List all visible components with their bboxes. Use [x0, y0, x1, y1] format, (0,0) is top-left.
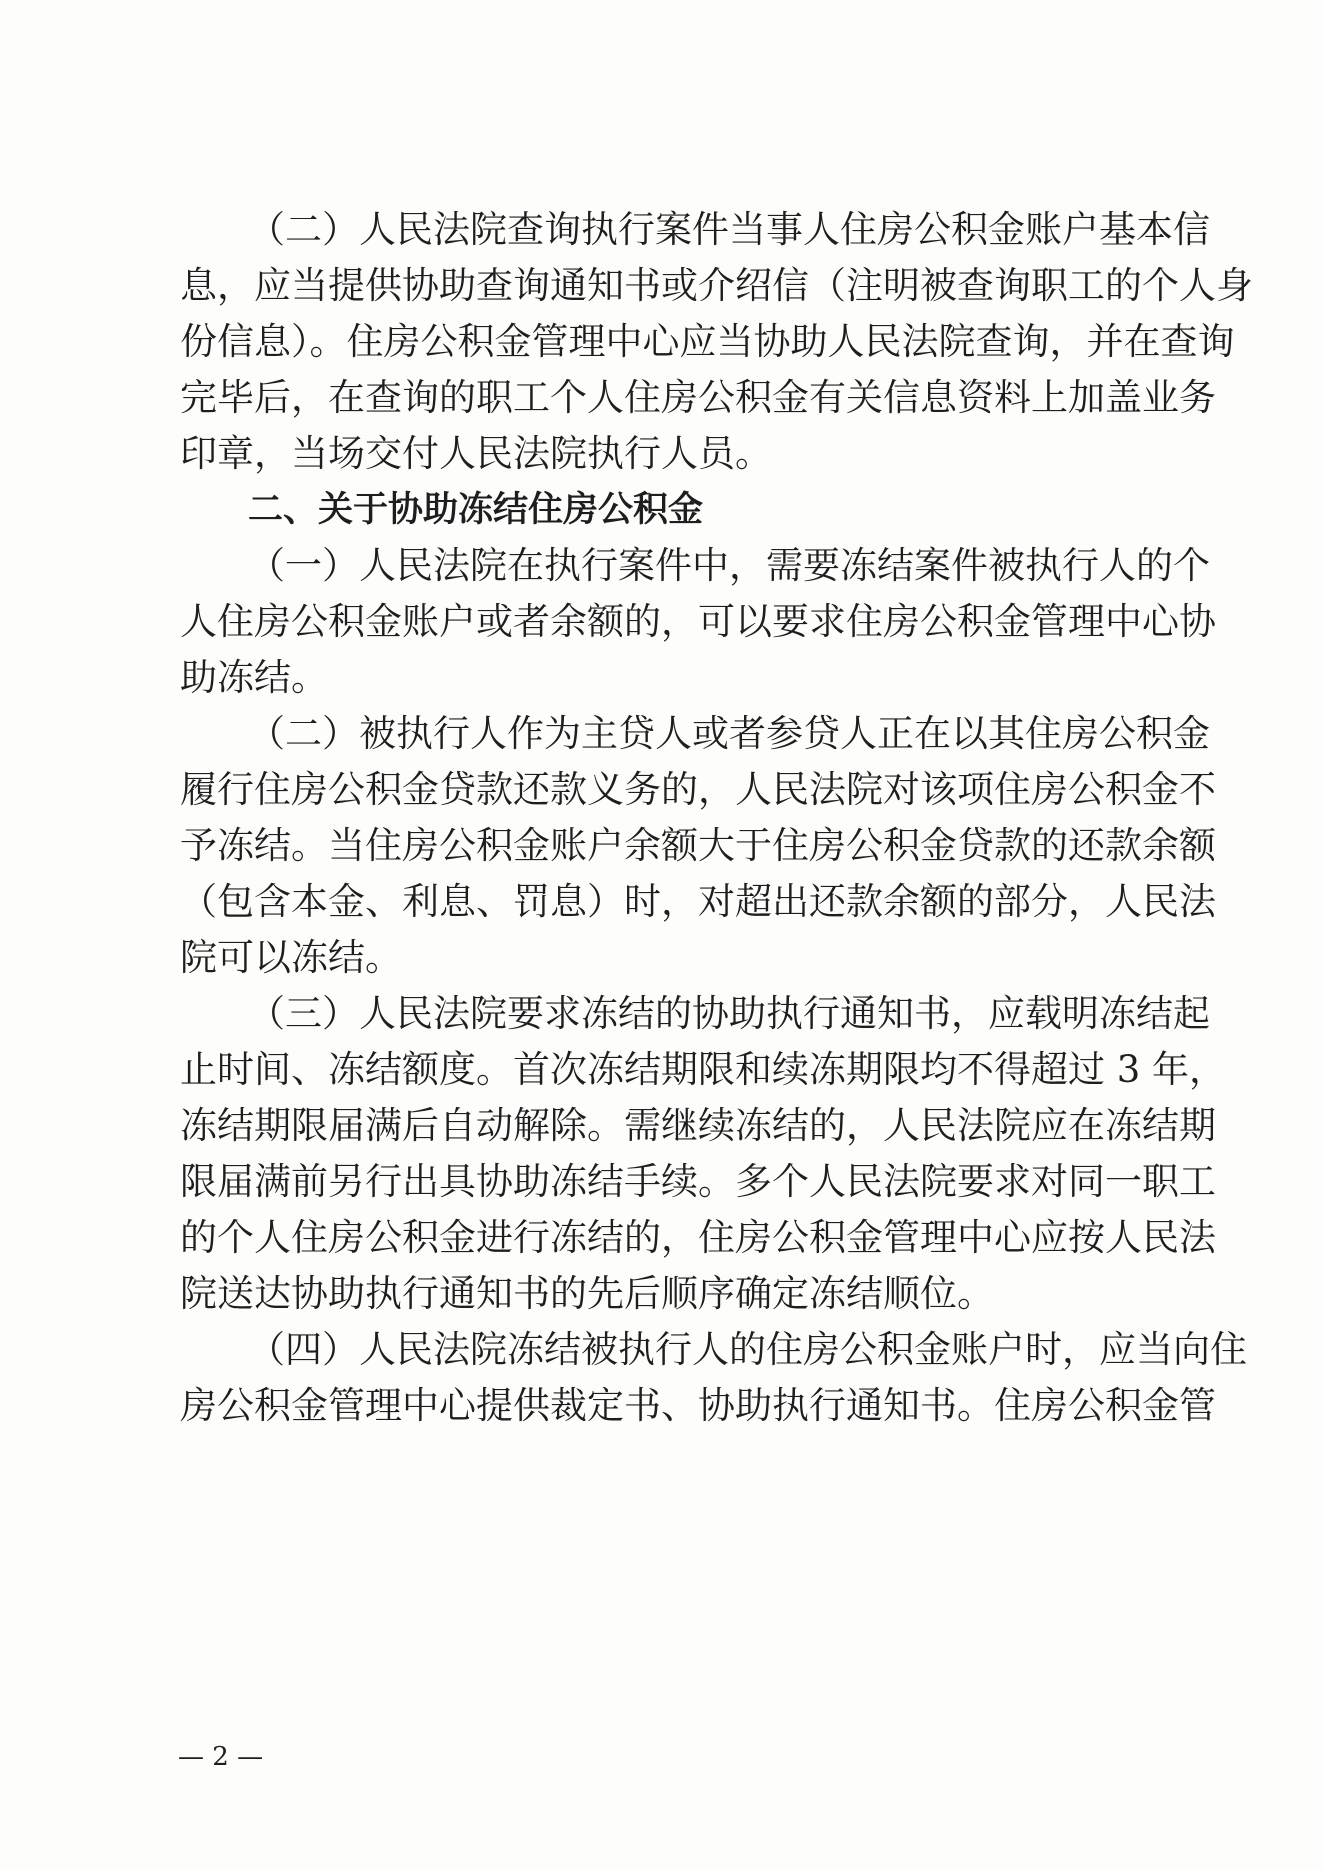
text-line: 的个人住房公积金进行冻结的，住房公积金管理中心应按人民法 [180, 1216, 1216, 1259]
text-line: 冻结期限届满后自动解除。需继续冻结的，人民法院应在冻结期 [180, 1104, 1216, 1147]
text-line: 完毕后，在查询的职工个人住房公积金有关信息资料上加盖业务 [180, 376, 1216, 419]
text-line: 助冻结。 [180, 656, 328, 699]
text-line: （一）人民法院在执行案件中，需要冻结案件被执行人的个 [248, 544, 1210, 587]
text-line: 限届满前另行出具协助冻结手续。多个人民法院要求对同一职工 [180, 1160, 1216, 1203]
text-line: （二）人民法院查询执行案件当事人住房公积金账户基本信 [248, 208, 1210, 251]
text-line: （二）被执行人作为主贷人或者参贷人正在以其住房公积金 [248, 712, 1210, 755]
text-line: 院可以冻结。 [180, 936, 402, 979]
section-heading: 二、关于协助冻结住房公积金 [248, 490, 704, 530]
text-line: （三）人民法院要求冻结的协助执行通知书，应载明冻结起 [248, 992, 1210, 1035]
text-line: 息，应当提供协助查询通知书或介绍信（注明被查询职工的个人身 [180, 264, 1253, 307]
text-line: 予冻结。当住房公积金账户余额大于住房公积金贷款的还款余额 [180, 824, 1216, 867]
page-number: — 2 — [178, 1742, 264, 1772]
text-line: 印章，当场交付人民法院执行人员。 [180, 432, 772, 475]
text-line: 院送达协助执行通知书的先后顺序确定冻结顺位。 [180, 1272, 994, 1315]
text-line: （包含本金、利息、罚息）时，对超出还款余额的部分，人民法 [180, 880, 1216, 923]
text-line: （四）人民法院冻结被执行人的住房公积金账户时，应当向住 [248, 1328, 1247, 1371]
text-line: 人住房公积金账户或者余额的，可以要求住房公积金管理中心协 [180, 600, 1216, 643]
text-line: 止时间、冻结额度。首次冻结期限和续冻期限均不得超过 3 年， [180, 1048, 1227, 1091]
text-line: 履行住房公积金贷款还款义务的，人民法院对该项住房公积金不 [180, 768, 1216, 811]
text-line: 份信息）。住房公积金管理中心应当协助人民法院查询，并在查询 [180, 320, 1235, 363]
text-line: 房公积金管理中心提供裁定书、协助执行通知书。住房公积金管 [180, 1384, 1216, 1427]
